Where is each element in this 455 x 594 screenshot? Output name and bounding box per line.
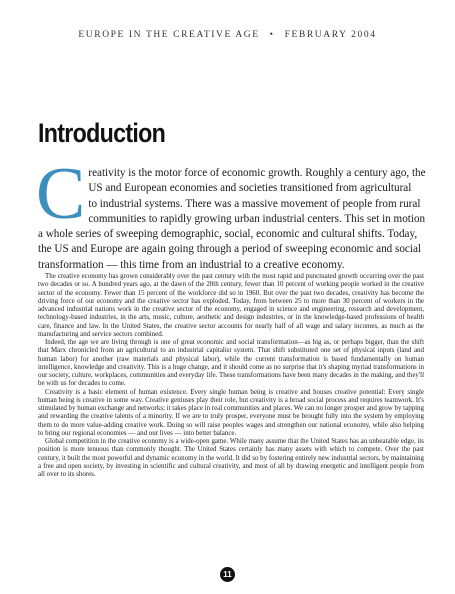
lead-paragraph	[36, 153, 426, 273]
lead-line: US and European economies and societies transitioned from agricultural	[88, 182, 412, 195]
body-paragraph: The creative economy has grown considerably over the past century with the most rapid and punctuated growth occurring over the past two decades or so. A hundred years ago, at the dawn of the 20th century, fewer than 10 percent of working people worked in the creative sector of the economy. Fewer than 15 percent of the workforce did so in 1960. But over the past two decades, creativity has become the driving force of our economy and the creative sector has exploded. Today, from between 25 to more than 30 percent of workers in the advanced industrial nations work in the creative sector of the economy, engaged in science and engineering, research and development, technology-based industries, in the arts, music, culture, aesthetic and design industries, or in the knowledge-based professions of health care, finance and law. In the United States, the creative sector accounts for nearly half of all wage and salary incomes, as much as the manufacturing and service sectors combined.	[38, 272, 424, 338]
lead-line: communities to rapidly growing urban industrial centers. This set in motion	[88, 212, 426, 225]
body-text	[38, 272, 424, 478]
body-paragraph: Global competition in the creative economy is a wide-open game. While many assume that the United States has an unbeatable edge, its position is more tenuous than commonly thought. The United States certainly has many assets with which to compete. Over the past century, it built the most powerful and dynamic economy in the world. It did so by fostering entirely new industrial sectors, by maintaining a free and open society, by investing in scientific and cultural creativity, and most of all by drawing energetic and intelligent people from all over to its shores.	[38, 437, 424, 478]
lead-line: transformation — this time from an industrial to a creative economy.	[38, 258, 345, 271]
running-header	[0, 30, 455, 40]
header-separator: •	[269, 30, 275, 40]
lead-text	[36, 153, 426, 273]
header-publication: EUROPE IN THE CREATIVE AGE	[78, 30, 260, 40]
page-title: Introduction	[38, 118, 166, 148]
lead-line: the US and Europe are again going through a period of sweeping economic and social	[38, 243, 421, 256]
lead-line: to industrial systems. There was a massive movement of people from rural	[88, 197, 421, 210]
header-date: FEBRUARY 2004	[284, 30, 377, 40]
body-paragraph: Creativity is a basic element of human existence. Every single human being is creative and houses creative potential: Every single human being is creative in some way. Creative geniuses play their role, but creativity is a broad social process and requires teamwork. It's stimulated by human exchange and networks; it takes place in real communities and places. We can no longer prosper and grow by tapping and rewarding the creative talents of a minority. If we are to truly prosper, everyone must be brought fully into the system by employing them to do more value-adding creative work. Doing so will raise peoples wages and strengthen our national economy, while also helping to bring our regional economies — and our lives — into better balance.	[38, 387, 424, 437]
body-paragraph: Indeed, the age we are living through is one of great economic and social transformation—as big as, or perhaps bigger, than the shift that Marx chronicled from an agricultural to an industrial capitalist system. That shift substituted one set of physical inputs (land and human labor) for another (raw materials and physical labor), while the current transformation is based fundamentally on human intelligence, knowledge and creativity. This is a huge change, and it should come as no surprise that it's shaping myriad transformations in our society, culture, workplaces, communities and everyday life. These transformations have been many decades in the making, and they'll be with us for decades to come.	[38, 338, 424, 388]
page-number-badge: 11	[220, 567, 235, 582]
drop-cap: C	[36, 153, 86, 235]
lead-line: reativity is the motor force of economic growth. Roughly a century ago, the	[88, 167, 426, 179]
lead-line: a whole series of sweeping demographic, social, economic and cultural shifts. Today,	[38, 228, 418, 241]
